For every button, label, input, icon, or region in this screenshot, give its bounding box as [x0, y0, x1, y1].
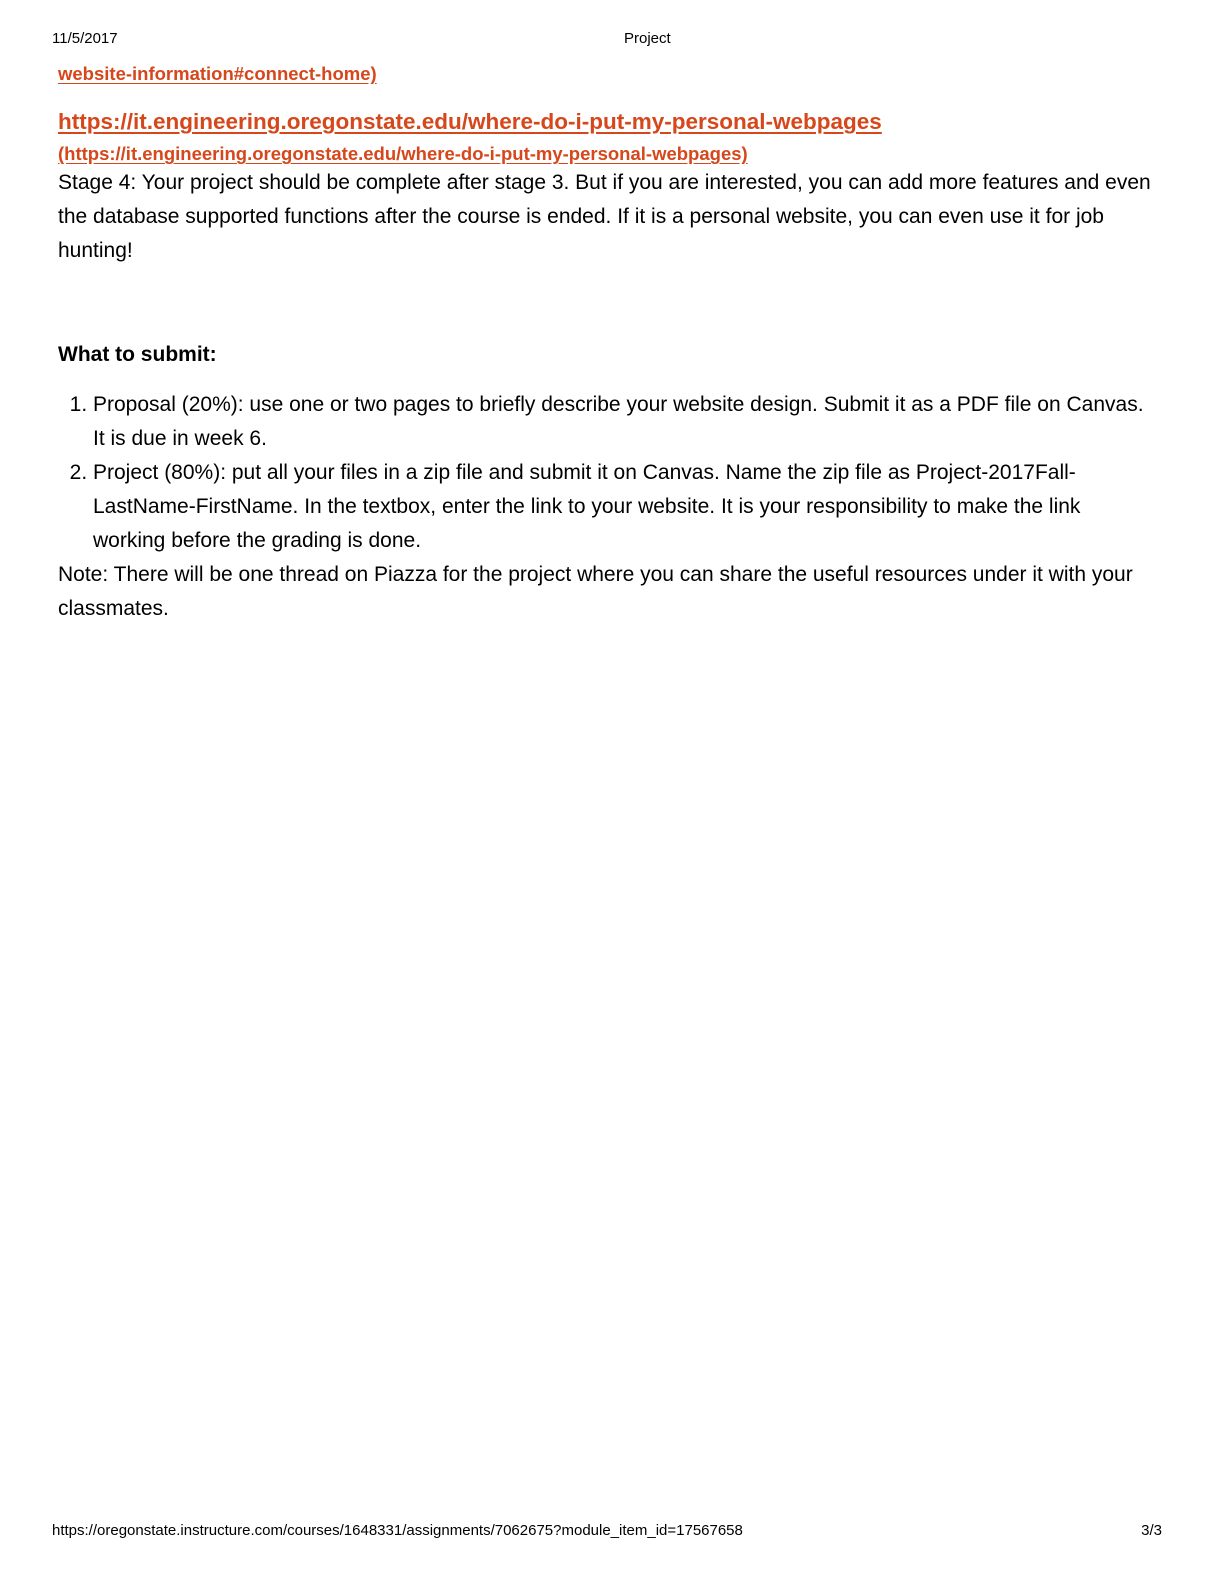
link-personal-webpages-paren[interactable]: (https://it.engineering.oregonstate.edu/where-do-i-put-my-personal-webpages) — [58, 143, 748, 164]
print-header — [52, 30, 1162, 48]
document-content — [58, 62, 1158, 626]
submit-list — [58, 388, 1158, 558]
page-number: 3/3 — [1141, 1522, 1162, 1539]
print-title: Project — [624, 30, 671, 47]
stage4-paragraph: Stage 4: Your project should be complete after stage 3. But if you are interested, you can add more features and even the database supported functions after the course is ended. If it is a personal website, you can even use it for job hunting! — [58, 171, 1151, 262]
note-paragraph: Note: There will be one thread on Piazza for the project where you can share the useful resources under it with your classmates. — [58, 563, 1133, 620]
link-continued-website-information[interactable]: website-information#connect-home) — [58, 63, 377, 84]
what-to-submit-heading: What to submit: — [58, 343, 217, 366]
print-date: 11/5/2017 — [52, 30, 118, 47]
print-url: https://oregonstate.instructure.com/courses/1648331/assignments/7062675?module_item_id=17567658 — [52, 1522, 743, 1539]
print-footer — [52, 1522, 1162, 1540]
link-personal-webpages[interactable]: https://it.engineering.oregonstate.edu/where-do-i-put-my-personal-webpages — [58, 109, 882, 134]
submit-item-project: 2. Project (80%): put all your files in a zip file and submit it on Canvas. Name the zip file as Project-2017Fall-LastName-FirstName. In the textbox, enter the link to your website. It is your responsibility to make the link working before the grading is done. — [93, 456, 1158, 558]
submit-item-proposal: 1. Proposal (20%): use one or two pages to briefly describe your website design. Submit it as a PDF file on Canvas. It is due in week 6. — [93, 388, 1158, 456]
